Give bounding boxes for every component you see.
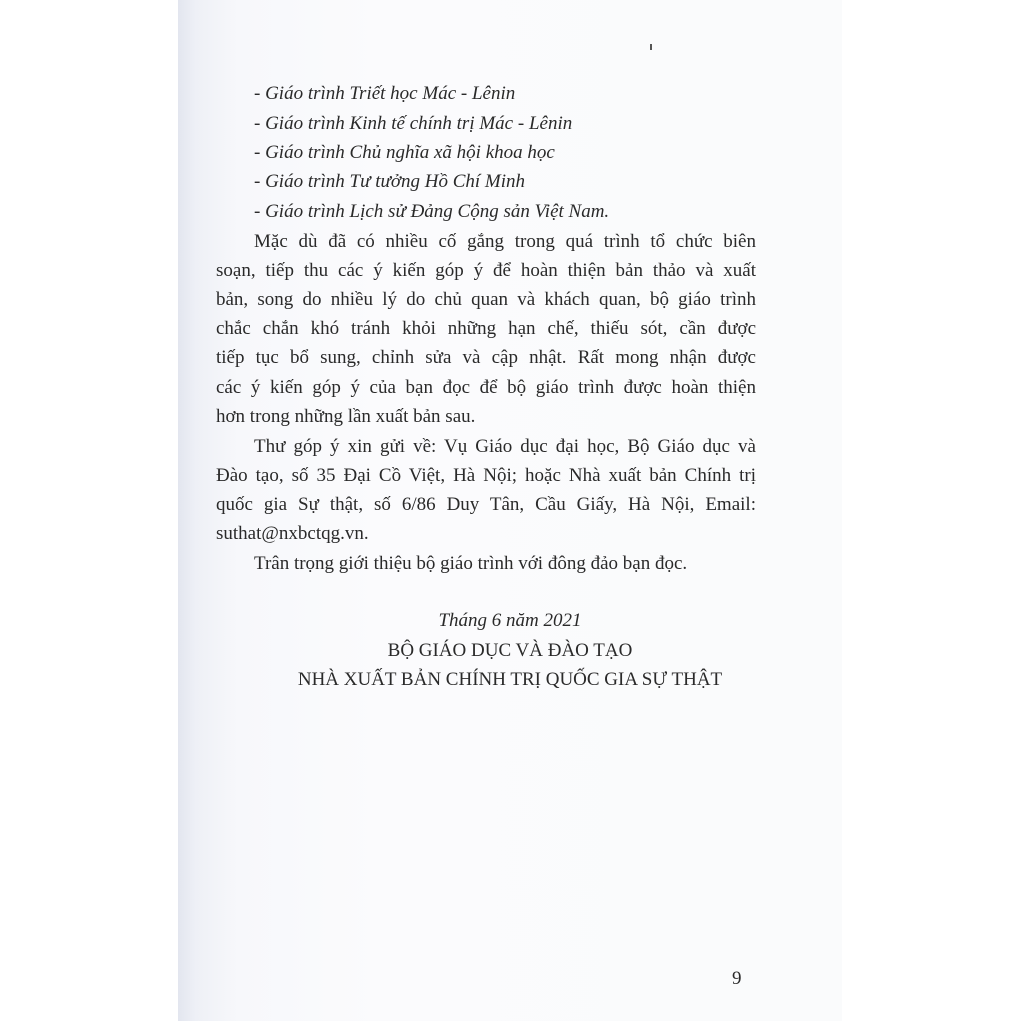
- paragraph-line: Trân trọng giới thiệu bộ giáo trình với đông đảo bạn đọc.: [254, 553, 688, 574]
- signature-publisher: NHÀ XUẤT BẢN CHÍNH TRỊ QUỐC GIA SỰ THẬT: [297, 669, 723, 690]
- paragraph-line: hơn trong những lần xuất bản sau.: [216, 406, 476, 427]
- paragraph-line: Đào tạo, số 35 Đại Cồ Việt, Hà Nội; hoặc Nhà xuất bản Chính trị: [216, 465, 756, 486]
- paragraph-line: chắc chắn khó tránh khỏi những hạn chế, thiếu sót, cần được: [216, 318, 756, 339]
- paragraph-line: tiếp tục bổ sung, chỉnh sửa và cập nhật. Rất mong nhận được: [216, 347, 756, 368]
- ink-speck: [650, 44, 652, 50]
- list-item: - Giáo trình Triết học Mác - Lênin: [254, 83, 516, 104]
- paragraph-line: suthat@nxbctqg.vn.: [216, 523, 369, 544]
- list-item: - Giáo trình Kinh tế chính trị Mác - Lênin: [254, 113, 573, 134]
- list-item: - Giáo trình Tư tưởng Hồ Chí Minh: [254, 171, 526, 192]
- paragraph-line: Thư góp ý xin gửi về: Vụ Giáo dục đại học, Bộ Giáo dục và: [254, 436, 756, 457]
- signature-ministry: BỘ GIÁO DỤC VÀ ĐÀO TẠO: [387, 640, 633, 661]
- paragraph-line: soạn, tiếp thu các ý kiến góp ý để hoàn thiện bản thảo và xuất: [216, 260, 756, 281]
- list-item: - Giáo trình Chủ nghĩa xã hội khoa học: [254, 142, 555, 163]
- paragraph-line: Mặc dù đã có nhiều cố gắng trong quá trình tổ chức biên: [254, 231, 756, 252]
- paragraph-line: quốc gia Sự thật, số 6/86 Duy Tân, Cầu Giấy, Hà Nội, Email:: [216, 494, 756, 515]
- paragraph-line: bản, song do nhiều lý do chủ quan và khách quan, bộ giáo trình: [216, 289, 756, 310]
- list-item: - Giáo trình Lịch sử Đảng Cộng sản Việt Nam.: [254, 201, 610, 222]
- page-number: 9: [732, 968, 742, 989]
- paragraph-line: các ý kiến góp ý của bạn đọc để bộ giáo trình được hoàn thiện: [216, 377, 756, 398]
- date-line: Tháng 6 năm 2021: [438, 610, 582, 631]
